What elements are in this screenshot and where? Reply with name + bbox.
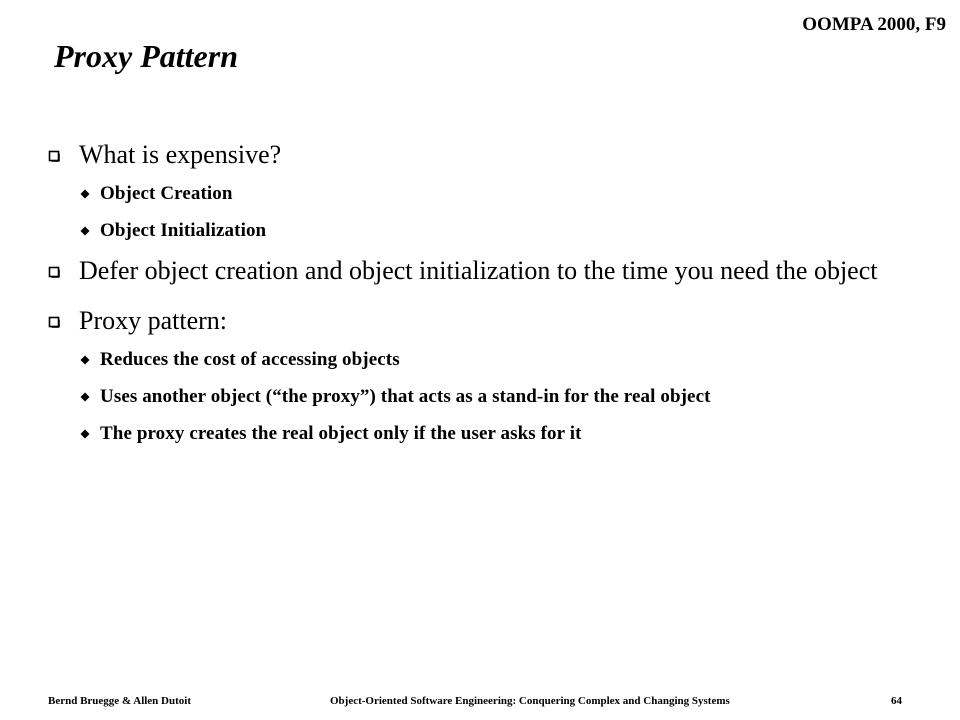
sub-bullet-text: Uses another object (“the proxy”) that acts as a stand-in for the real object (100, 386, 711, 407)
bullet-item (48, 140, 928, 243)
sub-bullet-list (79, 182, 928, 243)
hollow-square-bullet-icon (48, 266, 60, 278)
sub-bullet-list (79, 348, 928, 446)
sub-bullet-item (79, 182, 928, 206)
slide-title: Proxy Pattern (54, 38, 238, 74)
footer-page-number: 64 (891, 695, 902, 707)
footer-authors: Bernd Bruegge & Allen Dutoit (48, 695, 191, 707)
sub-bullet-text: Reduces the cost of accessing objects (100, 349, 400, 370)
sub-bullet-text: The proxy creates the real object only if the user asks for it (100, 423, 582, 444)
diamond-bullet-icon (80, 189, 90, 199)
bullet-item (48, 306, 928, 446)
diamond-bullet-icon (80, 392, 90, 402)
footer-book-title: Object-Oriented Software Engineering: Conquering Complex and Changing Systems (330, 695, 730, 707)
hollow-square-bullet-icon (48, 150, 60, 162)
bullet-text: What is expensive? (79, 140, 282, 169)
sub-bullet-text: Object Creation (100, 183, 233, 204)
sub-bullet-item (79, 422, 928, 446)
sub-bullet-item (79, 385, 928, 409)
diamond-bullet-icon (80, 429, 90, 439)
bullet-item (48, 256, 928, 286)
sub-bullet-item (79, 348, 928, 372)
bullet-list (48, 140, 928, 459)
sub-bullet-text: Object Initialization (100, 220, 267, 241)
sub-bullet-item (79, 219, 928, 243)
bullet-text: Defer object creation and object initialization to the time you need the object (79, 256, 878, 285)
diamond-bullet-icon (80, 226, 90, 236)
hollow-square-bullet-icon (48, 316, 60, 328)
bullet-text: Proxy pattern: (79, 306, 228, 335)
course-tag: OOMPA 2000, F9 (802, 14, 946, 35)
diamond-bullet-icon (80, 355, 90, 365)
